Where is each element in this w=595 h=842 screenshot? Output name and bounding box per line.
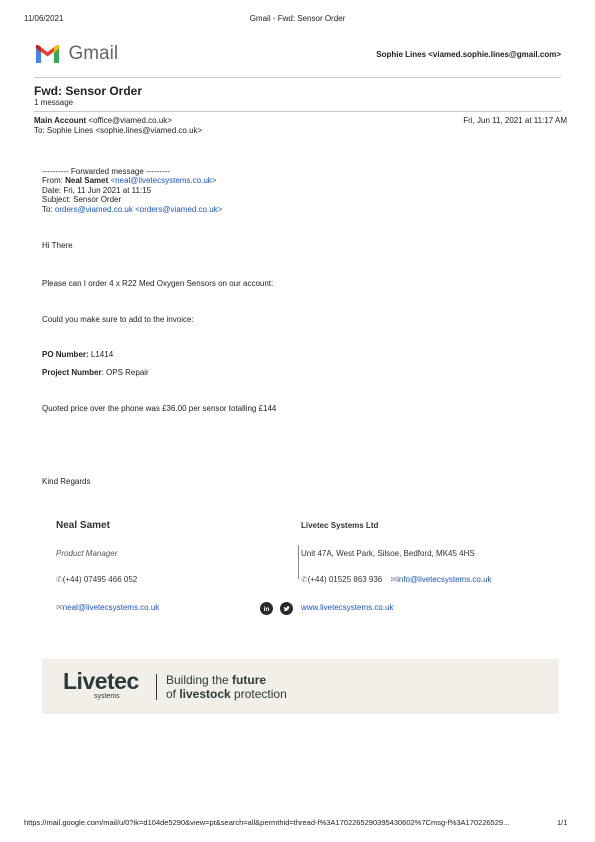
livetec-banner[interactable]: [42, 659, 559, 714]
mail-icon: ✉: [56, 603, 63, 612]
svg-text:in: in: [263, 606, 270, 614]
gmail-wordmark: Gmail: [68, 43, 119, 64]
company-website-link[interactable]: www.livetecsystems.co.uk: [301, 603, 394, 612]
gmail-m-icon: [34, 44, 61, 64]
sender-name: Main Account: [34, 116, 87, 125]
tagline-emphasis: livestock: [179, 687, 231, 701]
project-value: : OPS Repair: [101, 368, 149, 377]
sender: [34, 116, 172, 125]
message-count: 1 message: [34, 98, 74, 107]
sender-email: <office@viamed.co.uk>: [88, 116, 172, 125]
gmail-logo[interactable]: [34, 43, 118, 65]
greeting: Hi There: [42, 241, 73, 250]
po-label: PO Number:: [42, 350, 89, 359]
recipient: To: Sophie Lines <sophie.lines@viamed.co.uk>: [34, 126, 203, 135]
forward-subject: Subject: Sensor Order: [42, 195, 122, 204]
tagline-part: protection: [230, 687, 287, 701]
message-date: Fri, Jun 11, 2021 at 11:17 AM: [463, 116, 567, 125]
mail-icon: ✉: [390, 575, 398, 584]
banner-tagline-1: [166, 673, 266, 687]
tagline-part: of: [166, 687, 180, 701]
invoice-line: Could you make sure to add to the invoice:: [42, 315, 194, 324]
company-contact: [301, 575, 492, 584]
company-address: Unit 47A, West Park, Silsoe, Bedford, MK45 4HS: [301, 549, 475, 558]
forward-separator: ---------- Forwarded message ---------: [42, 167, 170, 176]
quote-line: Quoted price over the phone was £36.00 per sensor totalling £144: [42, 404, 277, 413]
forward-from-name: Neal Samet: [65, 176, 109, 185]
project-number: [42, 368, 149, 377]
company-email-link[interactable]: info@livetecsystems.co.uk: [397, 575, 492, 584]
thread-subject: Fwd: Sensor Order: [34, 84, 143, 98]
subject-divider: [34, 111, 561, 112]
project-label: Project Number: [42, 368, 102, 377]
page-number: 1/1: [557, 818, 568, 827]
linkedin-icon[interactable]: [260, 602, 273, 615]
po-value: L1414: [90, 350, 114, 359]
forward-to-email-link-2[interactable]: <orders@viamed.co.uk>: [135, 205, 223, 214]
signature-phone-number: (+44) 07495 466 052: [62, 575, 138, 584]
header-divider: [34, 77, 561, 78]
signature-role: Product Manager: [56, 549, 118, 558]
po-number: [42, 350, 113, 359]
social-icons: [260, 600, 293, 618]
signature-phone: [56, 575, 137, 584]
print-url: https://mail.google.com/mail/u/0?ik=d104de5290&view=pt&search=all&permthid=thread-f%3A1702265290395430602%7Cmsg-f%3A170226529...: [24, 818, 510, 827]
signature-email-link[interactable]: neal@livetecsystems.co.uk: [62, 603, 160, 612]
forward-date: Date: Fri, 11 Jun 2021 at 11:15: [42, 186, 152, 195]
signature-email: [56, 603, 159, 612]
livetec-logo-sub: systems: [94, 693, 120, 700]
banner-divider: [156, 674, 157, 700]
forward-to-label: To:: [42, 205, 53, 214]
signature-divider: [298, 545, 299, 579]
signature-name: Neal Samet: [56, 520, 110, 531]
forward-to: [42, 205, 222, 214]
closing: Kind Regards: [42, 477, 91, 486]
forward-to-email-link[interactable]: orders@viamed.co.uk: [54, 205, 133, 214]
account-email: Sophie Lines <viamed.sophie.lines@gmail.com>: [376, 50, 561, 59]
phone-icon: ✆: [56, 575, 63, 584]
print-title: Gmail - Fwd: Sensor Order: [249, 14, 346, 23]
forward-from-label: From:: [42, 176, 63, 185]
print-date: 11/06/2021: [24, 14, 64, 23]
banner-tagline-2: [166, 687, 287, 701]
forward-from-email-link[interactable]: <neal@livetecsystems.co.uk>: [110, 176, 217, 185]
phone-icon: ✆: [301, 575, 308, 584]
company-name: Livetec Systems Ltd: [301, 521, 379, 530]
tagline-part: Building the: [166, 673, 233, 687]
order-line: Please can I order 4 x R22 Med Oxygen Sensors on our account:: [42, 279, 274, 288]
forward-from: [42, 176, 216, 185]
twitter-icon[interactable]: [280, 602, 293, 615]
tagline-emphasis: future: [232, 673, 267, 687]
company-phone: (+44) 01525 863 936: [307, 575, 383, 584]
livetec-logo: Livetec: [63, 668, 139, 694]
